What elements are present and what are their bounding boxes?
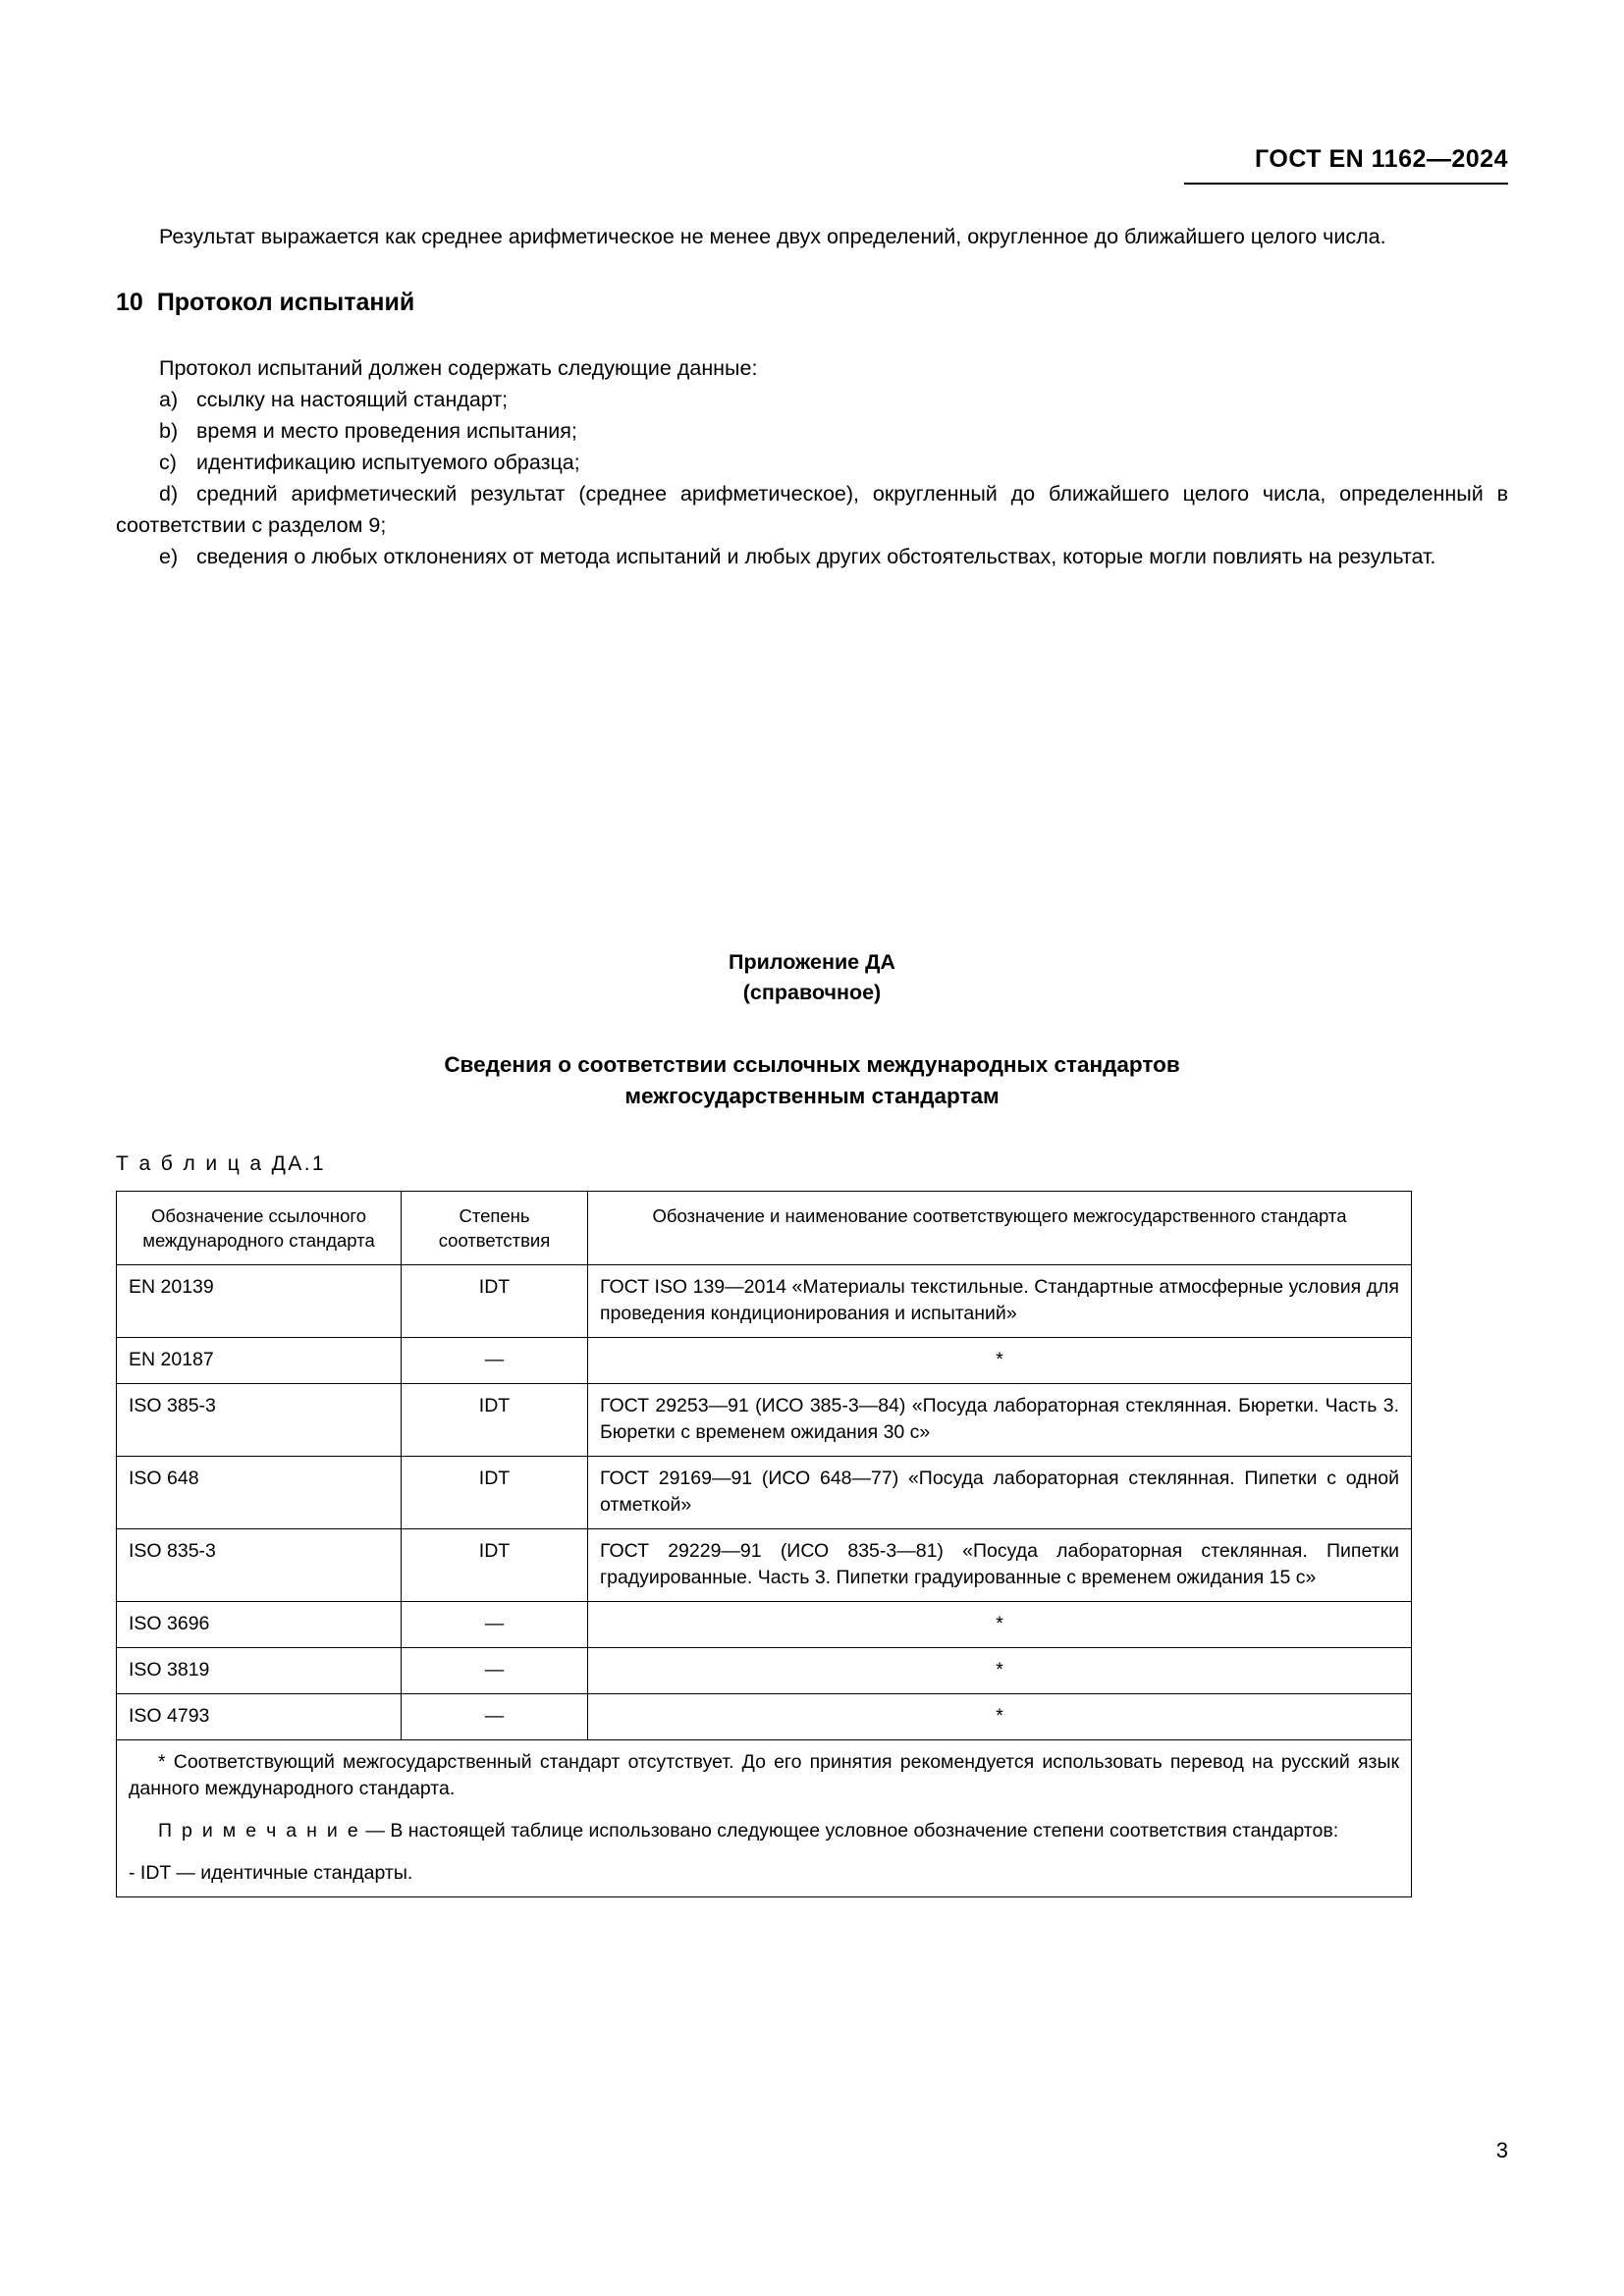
intro-paragraph: Результат выражается как среднее арифметическое не менее двух определений, округленное до ближайшего целого числа. [159, 225, 1386, 248]
cell-ref: ISO 385-3 [117, 1384, 402, 1457]
correspondence-table [116, 1191, 1412, 1897]
section-heading [116, 286, 1508, 319]
cell-ref: ISO 835-3 [117, 1529, 402, 1602]
cell-national: ГОСТ 29229—91 (ИСО 835-3—81) «Посуда лабораторная стеклянная. Пипетки градуированные. Часть 3. Пипетки градуированные с временем ожидания 15 с» [588, 1529, 1412, 1602]
table-row [117, 1602, 1412, 1648]
table-note-label: П р и м е ч а н и е [158, 1820, 360, 1842]
list-item-text: средний арифметический результат (среднее арифметическое), округленный до ближайшего целого числа, определенный в соответствии с разделом 9; [116, 482, 1508, 537]
appendix-kind: (справочное) [742, 981, 882, 1004]
list-marker: a) [159, 388, 179, 411]
table-row [117, 1648, 1412, 1694]
lead-in-paragraph: Протокол испытаний должен содержать следующие данные: [159, 356, 758, 380]
cell-national: * [588, 1648, 1412, 1694]
cell-degree: — [402, 1648, 588, 1694]
list-item [116, 415, 1508, 447]
table-row [117, 1457, 1412, 1529]
requirements-list [116, 384, 1508, 572]
cell-national: * [588, 1338, 1412, 1384]
page-header-standard-number: ГОСТ EN 1162—2024 [1255, 145, 1508, 173]
appendix-title-line1: Сведения о соответствии ссылочных международных стандартов [444, 1052, 1180, 1077]
section-title: Протокол испытаний [156, 289, 415, 316]
list-marker: e) [159, 545, 179, 568]
cell-national: ГОСТ 29169—91 (ИСО 648—77) «Посуда лабораторная стеклянная. Пипетки с одной отметкой» [588, 1457, 1412, 1529]
page-content [116, 221, 1508, 572]
section-number: 10 [116, 289, 143, 316]
appendix-header [116, 947, 1508, 1112]
cell-degree: IDT [402, 1384, 588, 1457]
list-item-text: ссылку на настоящий стандарт; [196, 388, 509, 411]
cell-national: * [588, 1694, 1412, 1740]
cell-degree: — [402, 1602, 588, 1648]
cell-ref: ISO 648 [117, 1457, 402, 1529]
list-item [116, 478, 1508, 541]
list-item [116, 384, 1508, 415]
list-marker: c) [159, 451, 177, 474]
list-item-text: сведения о любых отклонениях от метода испытаний и любых других обстоятельствах, которые могли повлиять на результат. [196, 545, 1436, 568]
list-item [116, 447, 1508, 478]
table-header-ref: Обозначение ссылочного международного стандарта [117, 1192, 402, 1265]
cell-national: ГОСТ 29253—91 (ИСО 385-3—84) «Посуда лабораторная стеклянная. Бюретки. Часть 3. Бюретки с временем ожидания 30 с» [588, 1384, 1412, 1457]
table-row [117, 1694, 1412, 1740]
cell-degree: — [402, 1694, 588, 1740]
table-notes-cell [117, 1740, 1412, 1897]
cell-national: ГОСТ ISO 139—2014 «Материалы текстильные. Стандартные атмосферные условия для проведения кондиционирования и испытаний» [588, 1265, 1412, 1338]
table-caption: Т а б л и ц а ДА.1 [116, 1152, 327, 1175]
table-row [117, 1265, 1412, 1338]
cell-national: * [588, 1602, 1412, 1648]
cell-degree: IDT [402, 1265, 588, 1338]
table-header-row [117, 1192, 1412, 1265]
list-item-text: время и место проведения испытания; [196, 419, 577, 443]
cell-ref: EN 20139 [117, 1265, 402, 1338]
spacer [116, 252, 1508, 286]
cell-degree: — [402, 1338, 588, 1384]
cell-degree: IDT [402, 1529, 588, 1602]
page-number: 3 [1495, 2138, 1508, 2163]
list-item [116, 541, 1508, 572]
cell-ref: ISO 3696 [117, 1602, 402, 1648]
table-row [117, 1338, 1412, 1384]
table-row [117, 1384, 1412, 1457]
appendix-title-line2: межгосударственным стандартам [624, 1084, 1000, 1108]
table-footnote: * Соответствующий межгосударственный стандарт отсутствует. До его принятия рекомендуется использовать перевод на русский язык данного международного стандарта. [129, 1751, 1399, 1799]
table-note [129, 1818, 1399, 1844]
header-rule [1184, 183, 1508, 185]
table-header-national: Обозначение и наименование соответствующего межгосударственного стандарта [588, 1192, 1412, 1265]
cell-ref: ISO 4793 [117, 1694, 402, 1740]
cell-degree: IDT [402, 1457, 588, 1529]
table-header-degree: Степень соответствия [402, 1192, 588, 1265]
list-item-text: идентификацию испытуемого образца; [196, 451, 580, 474]
list-marker: b) [159, 419, 179, 443]
table-notes-row [117, 1740, 1412, 1897]
table-row [117, 1529, 1412, 1602]
spacer [116, 319, 1508, 352]
cell-ref: EN 20187 [117, 1338, 402, 1384]
table-note-text: — В настоящей таблице использовано следующее условное обозначение степени соответствия стандартов: [359, 1820, 1339, 1842]
table-note-item: - IDT — идентичные стандарты. [129, 1862, 413, 1884]
cell-ref: ISO 3819 [117, 1648, 402, 1694]
appendix-label: Приложение ДА [729, 950, 895, 974]
list-marker: d) [159, 482, 179, 506]
